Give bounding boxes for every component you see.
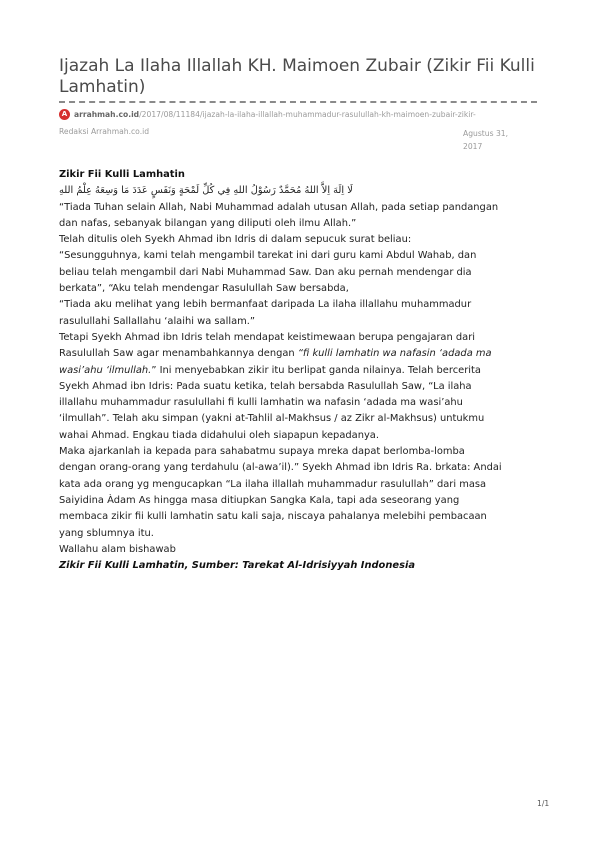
publish-date-line2: 2017: [463, 142, 483, 151]
article-body: [59, 167, 539, 574]
article-line: Wallahu alam bishawab: [59, 543, 176, 555]
source-row[interactable]: [59, 107, 537, 121]
article-line: Syekh Ahmad ibn Idris: Pada suatu ketika, telah bersabda Rasulullah Saw, “La ilaha: [59, 380, 472, 392]
article-line-segment: ” Ini menyebabkan zikir itu berlipat ganda nilainya. Telah bercerita: [151, 364, 481, 376]
italic-phrase: wasi’ahu ‘ilmullah.: [59, 364, 152, 376]
page-number: 1/1: [537, 799, 550, 808]
article-line: yang sblumnya itu.: [59, 527, 154, 539]
arabic-text: [59, 183, 539, 199]
page-title: Ijazah La Ilaha Illallah KH. Maimoen Zubair (Zikir Fii Kulli Lamhatin): [59, 56, 535, 97]
italic-phrase: “fi kulli lamhatin wa nafasin ‘adada ma: [297, 348, 492, 360]
article-line: Maka ajarkanlah ia kepada para sahabatmu supaya mreka dapat berlomba-lomba: [59, 446, 465, 458]
publish-date: [463, 127, 537, 153]
site-favicon-icon: A: [59, 109, 70, 120]
article-line: illallahu muhammadur rasulullahi fi kulli lamhatin wa nafasin ‘adada ma wasi’ahu: [59, 397, 463, 409]
article-line: Saiyidina Àdam As hingga masa ditiupkan Sangka Kala, tapi ada seseorang yang: [59, 494, 460, 506]
author-byline: Redaksi Arrahmah.co.id: [59, 127, 150, 136]
article-line: “Tiada aku melihat yang lebih bermanfaat daripada La ilaha illallahu muhammadur: [59, 299, 472, 311]
article-line: [59, 346, 539, 362]
publish-date-line1: Agustus 31,: [463, 129, 509, 138]
article-line: “Tiada Tuhan selain Allah, Nabi Muhammad adalah utusan Allah, pada setiap pandangan: [59, 201, 499, 213]
article-line: membaca zikir fii kulli lamhatin satu kali saja, niscaya pahalanya melebihi pembacaan: [59, 511, 487, 523]
article-line: rasulullahi Sallallahu ‘alaihi wa sallam.”: [59, 315, 255, 327]
article-line: Telah ditulis oleh Syekh Ahmad ibn Idris di dalam sepucuk surat beliau:: [59, 234, 412, 246]
article-line: ‘ilmullah”. Telah aku simpan (yakni at-Tahlil al-Makhsus / az Zikr al-Makhsus) untukmu: [59, 413, 485, 425]
article-line-segment: Rasulullah Saw agar menambahkannya dengan: [59, 348, 298, 360]
article-line: kata ada orang yg mengucapkan “La ilaha illallah muhammadur rasulullah” dari masa: [59, 478, 487, 490]
article-source-footer: Zikir Fii Kulli Lamhatin, Sumber: Tarekat Al-Idrisiyyah Indonesia: [59, 560, 415, 572]
article-line: Tetapi Syekh Ahmad ibn Idris telah mendapat keistimewaan berupa pengajaran dari: [59, 331, 476, 343]
article-heading: Zikir Fii Kulli Lamhatin: [59, 169, 185, 180]
article-line: dan nafas, sebanyak bilangan yang diliputi oleh ilmu Allah.”: [59, 217, 357, 229]
title-divider: [59, 101, 537, 103]
article-line: wahai Ahmad. Engkau tiada didahului oleh siapapun kepadanya.: [59, 429, 379, 441]
article-line: berkata”, “Aku telah mendengar Rasulullah Saw bersabda,: [59, 283, 349, 295]
source-url-path[interactable]: /2017/08/11184/ijazah-la-ilaha-illallah-muhammadur-rasulullah-kh-maimoen-zubair-zikir-: [139, 109, 476, 119]
article-line: “Sesungguhnya, kami telah mengambil tarekat ini dari guru kami Abdul Wahab, dan: [59, 250, 477, 262]
source-domain-link[interactable]: arrahmah.co.id: [74, 109, 140, 119]
article-line: beliau telah mengambil dari Nabi Muhammad Saw. Dan aku pernah mendengar dia: [59, 266, 472, 278]
article-line: dengan orang-orang yang terdahulu (al-awa’il).” Syekh Ahmad ibn Idris Ra. brkata: Andai: [59, 462, 502, 474]
article-line: [59, 363, 539, 379]
arabic-phrase: لَا اِلَهَ اِلاَّ اللهُ مُحَمَّدٌ رَسُوْلُ اللهِ فِي كُلِّ لَمْحَةٍ وَنَفَسٍ عَدَدَ مَا وَسِعَهُ عِلْمُ اللهِ: [59, 185, 353, 197]
